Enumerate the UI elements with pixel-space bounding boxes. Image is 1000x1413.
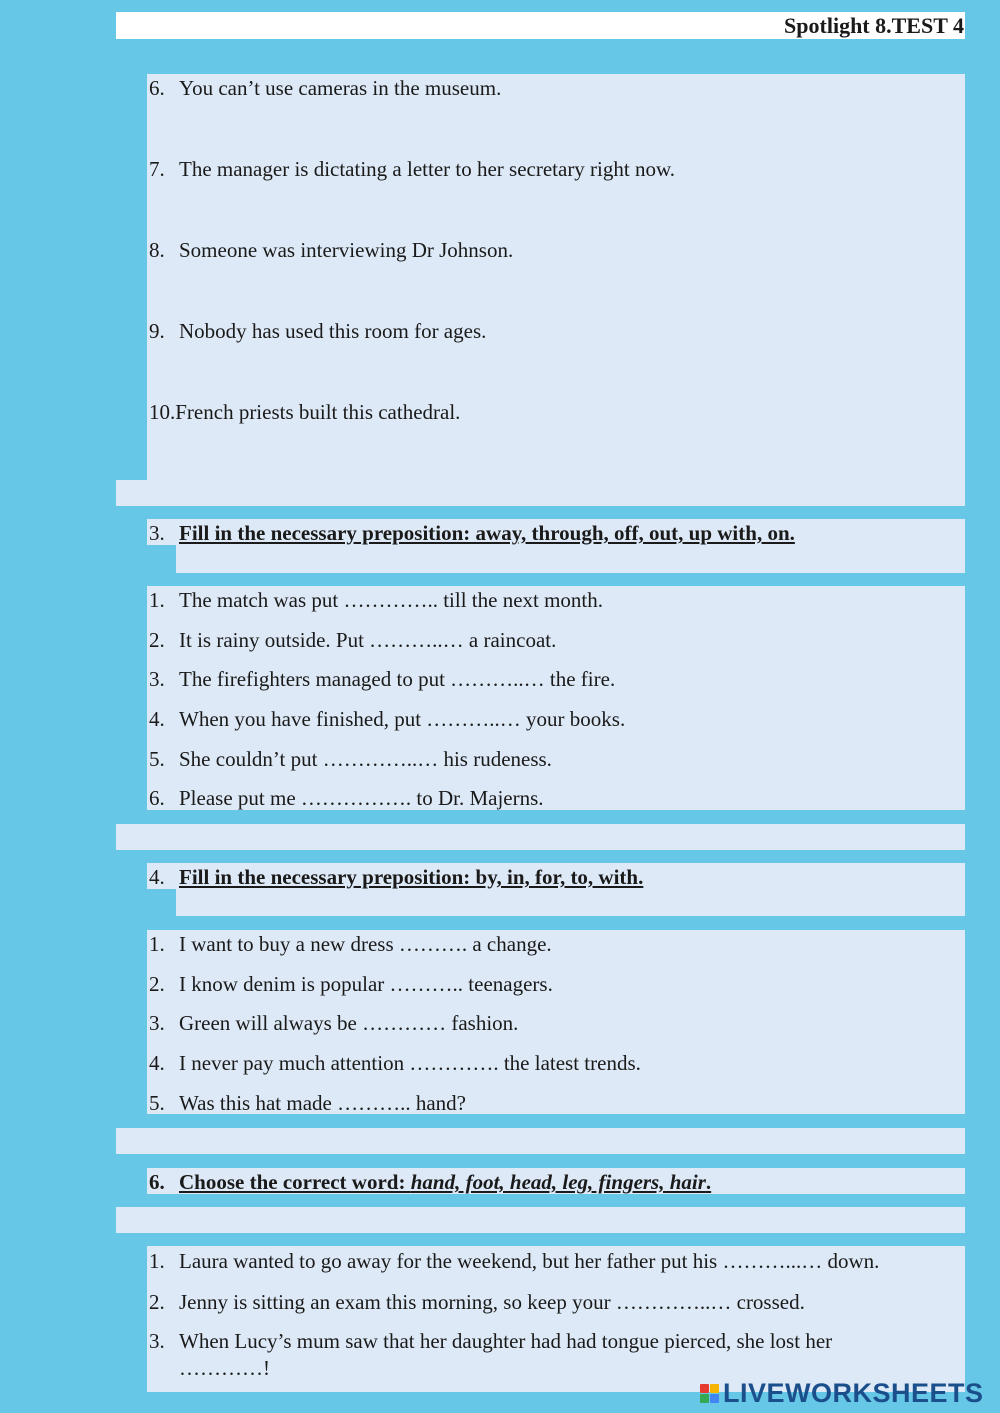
section4-heading-panel-sub xyxy=(176,889,965,916)
list-item: 3. When Lucy’s mum saw that her daughter had had tongue pierced, she lost her xyxy=(149,1329,833,1353)
liveworksheets-logo xyxy=(700,1378,984,1409)
logo-square xyxy=(700,1394,709,1403)
liveworksheets-mark-icon xyxy=(700,1384,719,1403)
list-item: 4. I never pay much attention …………. the latest trends. xyxy=(149,1051,641,1075)
list-item: 8. Someone was interviewing Dr Johnson. xyxy=(149,238,514,262)
spacer-bar xyxy=(116,824,965,850)
list-item: 10.French priests built this cathedral. xyxy=(149,400,461,424)
logo-square xyxy=(710,1384,719,1393)
list-item: 2. I know denim is popular ……….. teenagers. xyxy=(149,972,553,996)
list-item: 6. Please put me ……………. to Dr. Majerns. xyxy=(149,786,544,810)
section3-heading: 3. Fill in the necessary preposition: away, through, off, out, up with, on. xyxy=(149,521,795,545)
list-item: 6. You can’t use cameras in the museum. xyxy=(149,76,502,100)
page-title: Spotlight 8.TEST 4 xyxy=(784,13,964,38)
list-item: 3. The firefighters managed to put ………..… the fire. xyxy=(149,667,616,691)
list-item: 3. Green will always be ………… fashion. xyxy=(149,1011,519,1035)
list-item: 1. I want to buy a new dress ………. a change. xyxy=(149,932,552,956)
logo-square xyxy=(700,1384,709,1393)
transform-panel-foot xyxy=(116,480,965,506)
list-item: 1. The match was put ………….. till the next month. xyxy=(149,588,604,612)
logo-square xyxy=(710,1394,719,1403)
list-item: 9. Nobody has used this room for ages. xyxy=(149,319,487,343)
section3-panel xyxy=(147,586,965,810)
list-item-continuation: …………! xyxy=(179,1356,270,1380)
list-item: 1. Laura wanted to go away for the weekend, but her father put his ………...… down. xyxy=(149,1249,880,1273)
list-item: 4. When you have finished, put ………..… your books. xyxy=(149,707,626,731)
list-item: 5. She couldn’t put …………..… his rudeness. xyxy=(149,747,552,771)
list-item: 5. Was this hat made ……….. hand? xyxy=(149,1091,466,1115)
spacer-bar xyxy=(116,1207,965,1233)
liveworksheets-text: LIVEWORKSHEETS xyxy=(723,1378,984,1408)
section3-heading-panel-sub xyxy=(176,545,965,573)
transform-panel xyxy=(147,74,965,506)
spacer-bar xyxy=(116,1128,965,1154)
list-item: 7. The manager is dictating a letter to her secretary right now. xyxy=(149,157,676,181)
list-item: 2. It is rainy outside. Put ………..… a raincoat. xyxy=(149,628,557,652)
section6-heading: 6. Choose the correct word: hand, foot, head, leg, fingers, hair. xyxy=(149,1170,712,1194)
section4-heading: 4. Fill in the necessary preposition: by, in, for, to, with. xyxy=(149,865,644,889)
list-item: 2. Jenny is sitting an exam this morning, so keep your …………..… crossed. xyxy=(149,1290,805,1314)
